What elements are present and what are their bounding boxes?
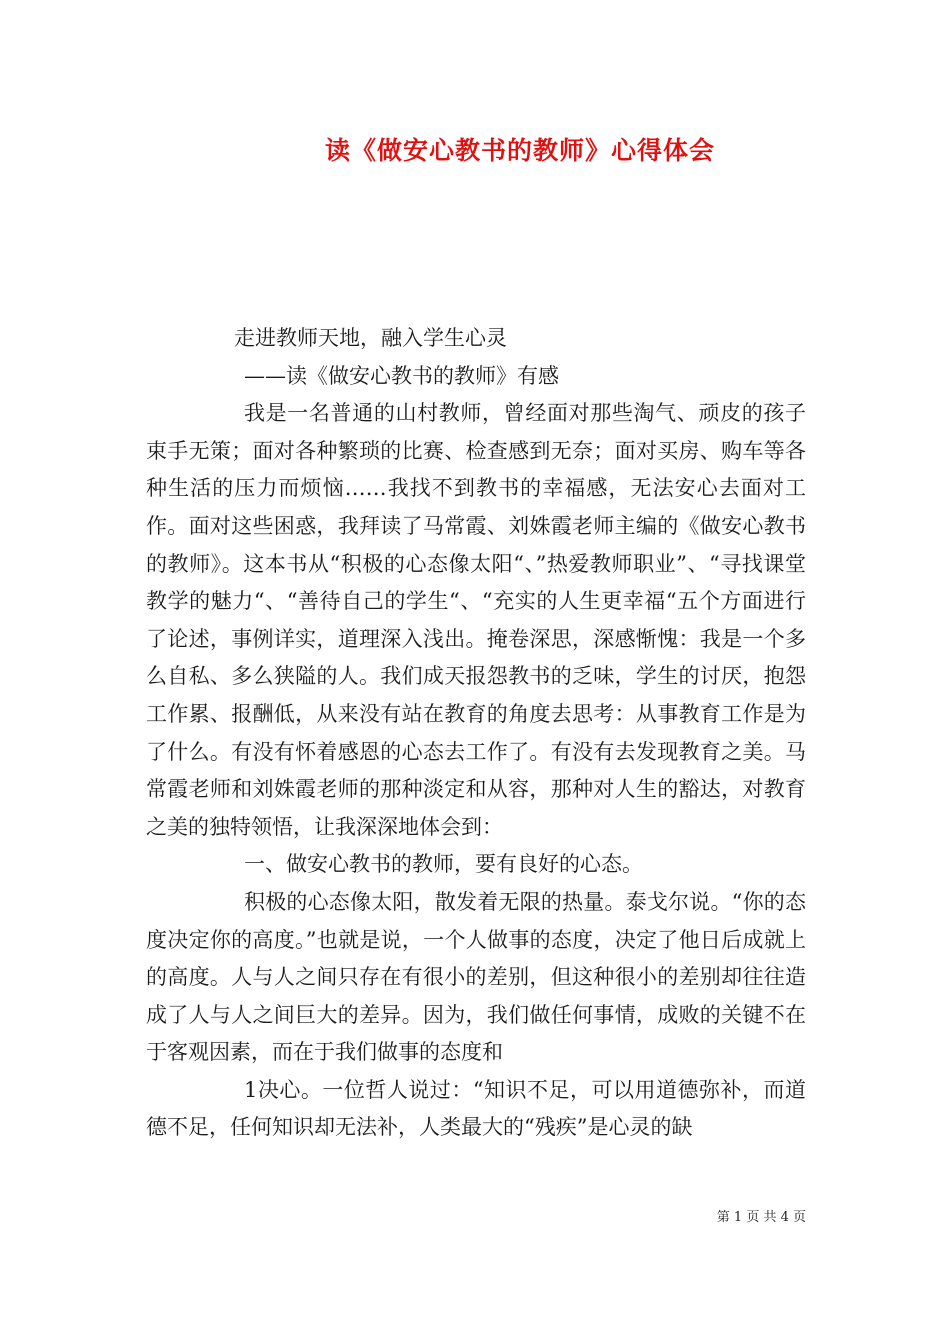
page-number: 第 1 页 共 4 页 — [716, 1210, 806, 1225]
essay-heading: 走进教师天地，融入学生心灵 — [234, 326, 507, 350]
paragraph: 1决心。一位哲人说过：“知识不足，可以用道德弥补，而道德不足，任何知识却无法补，人类最大的“残疾”是心灵的缺 — [146, 1077, 806, 1140]
document-body — [146, 320, 806, 1147]
document-title: 读《做安心教书的教师》心得体会 — [324, 136, 715, 165]
paragraph: 我是一名普通的山村教师，曾经面对那些淘气、顽皮的孩子束手无策；面对各种繁琐的比赛、检查感到无奈；面对买房、购车等各种生活的压力而烦恼……我找不到教书的幸福感，无法安心去面对工作。面对这些困惑，我拜读了马常霞、刘姝霞老师主编的《做安心教书的教师》。这本书从“积极的心态像太阳“、”热爱教师职业”、“寻找课堂教学的魅力“、“善待自己的学生“、“充实的人生更幸福“五个方面进行了论述，事例详实，道理深入浅出。掩卷深思，深感惭愧：我是一个多么自私、多么狭隘的人。我们成天报怨教书的乏味，学生的讨厌，抱怨工作累、报酬低，从来没有站在教育的角度去思考：从事教育工作是为了什么。有没有怀着感恩的心态去工作了。有没有去发现教育之美。马常霞老师和刘姝霞老师的那种淡定和从容，那种对人生的豁达，对教育之美的独特领悟，让我深深地体会到： — [146, 401, 806, 839]
paragraph: 积极的心态像太阳，散发着无限的热量。泰戈尔说。“你的态度决定你的高度。”也就是说，一个人做事的态度，决定了他日后成就上的高度。人与人之间只存在有很小的差别，但这种很小的差别却往往造成了人与人之间巨大的差异。因为，我们做任何事情，成败的关键不在于客观因素，而在于我们做事的态度和 — [146, 889, 806, 1065]
section-heading: 一、做安心教书的教师，要有良好的心态。 — [244, 852, 643, 877]
essay-subheading: ——读《做安心教书的教师》有感 — [244, 363, 559, 388]
